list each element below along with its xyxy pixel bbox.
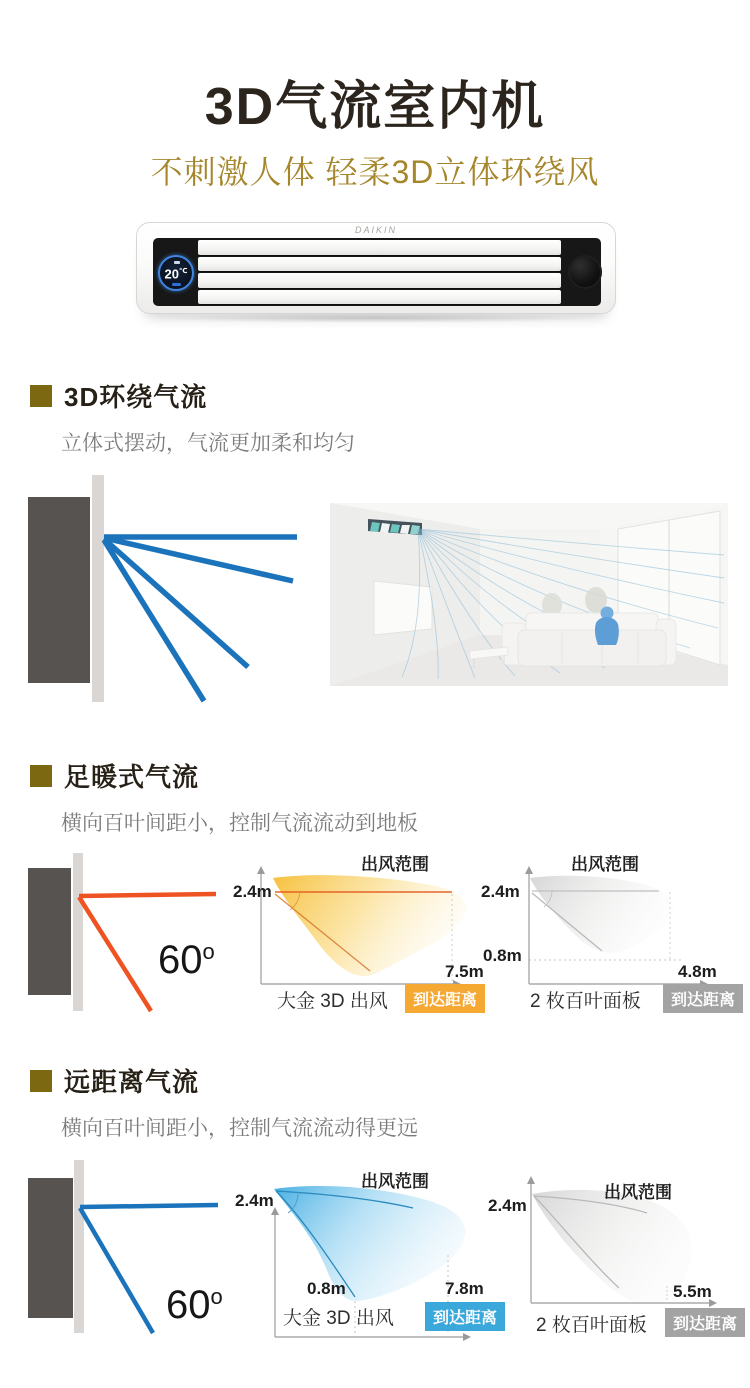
unit-shadow <box>150 313 602 323</box>
louver-slat <box>198 257 561 272</box>
outlet-range-chart-warm-louver <box>478 850 750 1020</box>
bullet-icon <box>30 1070 52 1092</box>
section-2-description: 横向百叶间距小，控制气流流动到地板 <box>61 812 418 835</box>
chart-caption: 2 枚百叶面板 <box>530 991 641 1012</box>
y-axis-max-label: 2.4m <box>481 882 520 901</box>
section-3-description: 横向百叶间距小，控制气流流动得更远 <box>61 1117 418 1140</box>
y-axis-low-label: 0.8m <box>483 946 522 965</box>
temperature-display <box>158 255 194 291</box>
product-image <box>136 222 616 314</box>
wall-unit-diagram-floor-warming <box>25 848 255 1016</box>
section-1-heading <box>30 377 207 414</box>
outlet-range-chart-far-louver <box>483 1158 750 1338</box>
chart-caption: 大金 3D 出风 <box>283 1308 394 1329</box>
airflow-lines-blue <box>104 537 297 701</box>
y-axis-max-label: 2.4m <box>235 1191 274 1210</box>
airflow-area <box>532 1190 692 1305</box>
display-temperature: 20 <box>164 266 179 282</box>
wall-strip <box>92 475 104 702</box>
x-axis-max-label: 7.8m <box>445 1279 484 1298</box>
wall-block <box>28 1178 73 1318</box>
reach-distance-badge: 到达距离 <box>665 1308 745 1337</box>
tv-screen <box>374 581 432 635</box>
angle-label: 60$^o$ <box>158 938 215 982</box>
airflow-area <box>274 1186 465 1301</box>
page-subtitle: 不刺激人体 轻柔3D立体环绕风 <box>150 154 600 190</box>
x-axis-max-label: 7.5m <box>445 962 484 981</box>
x-axis-near-label: 0.8m <box>307 1279 346 1298</box>
chart-caption: 2 枚百叶面板 <box>536 1315 647 1336</box>
angle-label: 60$^o$ <box>166 1283 223 1327</box>
display-unit: ℃ <box>178 268 188 275</box>
chart-caption: 大金 3D 出风 <box>277 991 388 1012</box>
x-axis-max-label: 4.8m <box>678 962 717 981</box>
louver-slat <box>198 273 561 288</box>
louver-slat <box>198 290 561 305</box>
section-2-heading <box>30 757 199 794</box>
display-mode-icon <box>174 261 180 264</box>
living-room-airflow-image <box>330 503 728 686</box>
x-axis-max-label: 5.5m <box>673 1282 712 1301</box>
section-3-heading <box>30 1062 199 1099</box>
chart-title: 出风范围 <box>571 855 639 874</box>
y-axis-max-label: 2.4m <box>488 1196 527 1215</box>
airflow-area <box>273 875 466 976</box>
chart-title: 出风范围 <box>604 1183 672 1202</box>
louver-slat <box>198 240 561 255</box>
reach-distance-badge: 到达距离 <box>663 984 743 1013</box>
outlet-range-chart-warm-daikin <box>233 850 489 1020</box>
section-1-title: 3D环绕气流 <box>64 382 208 412</box>
y-axis-max-label: 2.4m <box>233 882 272 901</box>
chart-title: 出风范围 <box>361 855 429 874</box>
airflow-area <box>530 876 673 953</box>
wall-unit-diagram-3d-swing <box>25 470 325 706</box>
fan-sensor <box>568 255 602 289</box>
chart-title: 出风范围 <box>361 1172 429 1191</box>
wall-block <box>28 497 90 683</box>
brand-logo: DAIKIN <box>354 225 397 235</box>
reach-distance-badge: 到达距离 <box>405 984 485 1013</box>
wall-strip <box>74 1160 84 1333</box>
wall-strip <box>73 853 83 1011</box>
display-indicator <box>172 283 181 286</box>
bullet-icon <box>30 385 52 407</box>
section-1-description: 立体式摆动，气流更加柔和均匀 <box>61 432 355 455</box>
louver-group <box>198 240 561 304</box>
section-2-title: 足暖式气流 <box>64 762 200 792</box>
section-3-title: 远距离气流 <box>64 1067 200 1097</box>
louver-panel <box>153 238 601 306</box>
page-title: 3D气流室内机 <box>204 78 546 136</box>
wall-block <box>28 868 71 995</box>
outlet-range-chart-far-daikin <box>233 1163 498 1343</box>
reach-distance-badge: 到达距离 <box>425 1302 505 1331</box>
sofa <box>502 613 676 666</box>
bullet-icon <box>30 765 52 787</box>
